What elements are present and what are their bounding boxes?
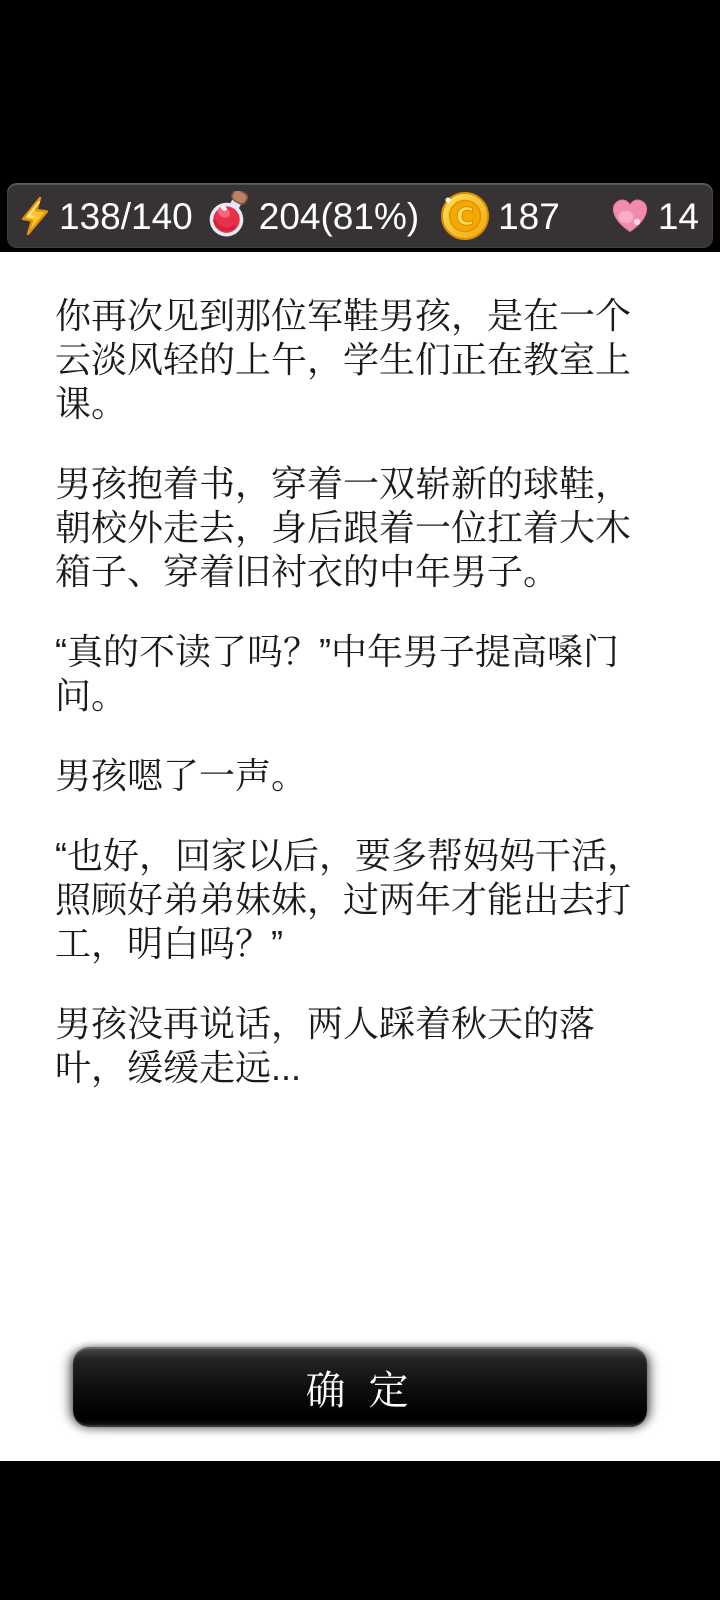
svg-text:C: C (455, 201, 475, 231)
story-panel (0, 252, 720, 1461)
heart-value: 14 (657, 196, 699, 237)
heart-icon (610, 197, 650, 234)
story-paragraph: 男孩抱着书，穿着一双崭新的球鞋，朝校外走去，身后跟着一位扛着大木箱子、穿着旧衬衣的中年男子。 (55, 463, 632, 592)
story-paragraph: 男孩没再说话，两人踩着秋天的落叶，缓缓走远... (55, 1003, 596, 1088)
coin-resource (440, 191, 560, 241)
story-paragraph: 男孩嗯了一声。 (55, 755, 308, 796)
potion-resource (205, 191, 419, 241)
coin-value: 187 (498, 196, 560, 237)
energy-value: 138/140 (59, 196, 193, 237)
energy-resource (19, 196, 193, 236)
story-paragraph: “也好，回家以后，要多帮妈妈干活，照顾好弟弟妹妹，过两年才能出去打工，明白吗？” (55, 835, 643, 964)
potion-value: 204(81%) (258, 196, 420, 237)
potion-icon (205, 191, 251, 241)
confirm-button[interactable]: 确 定 (73, 1347, 647, 1427)
coin-icon (440, 191, 490, 241)
story-paragraph: “真的不读了吗？”中年男子提高嗓门问。 (55, 631, 619, 716)
lightning-icon (19, 196, 51, 236)
story-paragraph: 你再次见到那位军鞋男孩，是在一个云淡风轻的上午，学生们正在教室上课。 (55, 295, 632, 424)
resource-status-bar (7, 183, 713, 248)
heart-resource (610, 196, 699, 237)
story-text (0, 252, 720, 1090)
